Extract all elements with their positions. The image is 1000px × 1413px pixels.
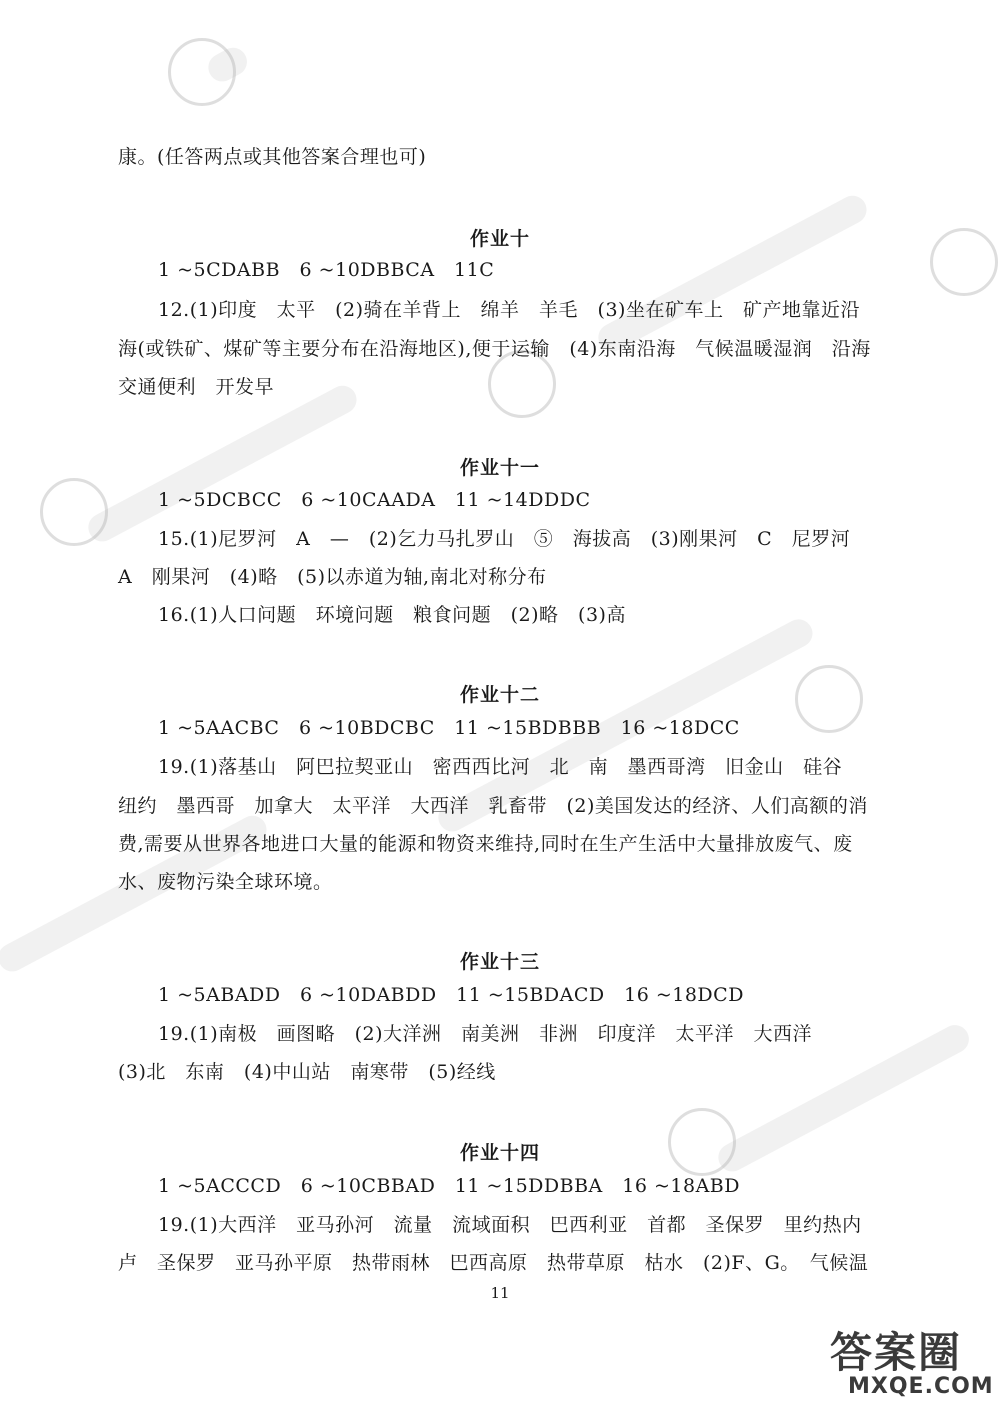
answer-line: 交通便利 开发早 <box>118 376 275 398</box>
answer-line: 19.(1)南极 画图略 (2)大洋洲 南美洲 非洲 印度洋 太平洋 大西洋 <box>158 1023 813 1045</box>
answer-line: 费,需要从世界各地进口大量的能源和物资来维持,同时在生产生活中大量排放废气、废 <box>118 833 853 855</box>
answer-line: 19.(1)大西洋 亚马孙河 流量 流域面积 巴西利亚 首都 圣保罗 里约热内 <box>158 1214 862 1236</box>
choice-answers: 1 ~5ACCCD 6 ~10CBBAD 11 ~15DDBBA 16 ~18ABD <box>158 1175 741 1197</box>
answer-line: 15.(1)尼罗河 A — (2)乞力马扎罗山 ⑤ 海拔高 (3)刚果河 C 尼罗河 <box>158 528 851 550</box>
section-title: 作业十四 <box>459 1142 540 1164</box>
answer-line: 海(或铁矿、煤矿等主要分布在沿海地区),便于运输 (4)东南沿海 气候温暖湿润 沿海 <box>118 338 871 360</box>
answer-line: 水、废物污染全球环境。 <box>118 871 333 893</box>
watermark-logo <box>826 1320 996 1408</box>
choice-answers: 1 ~5DCBCC 6 ~10CAADA 11 ~14DDDC <box>158 489 591 511</box>
section-title: 作业十 <box>469 228 530 250</box>
choice-answers: 1 ~5ABADD 6 ~10DABDD 11 ~15BDACD 16 ~18DCD <box>158 984 744 1006</box>
page-number: 11 <box>490 1284 510 1302</box>
logo-main-text: 答案圈 <box>830 1328 963 1377</box>
answer-line: 19.(1)落基山 阿巴拉契亚山 密西西比河 北 南 墨西哥湾 旧金山 硅谷 <box>158 756 843 778</box>
section-title: 作业十一 <box>459 457 540 479</box>
answer-line: 卢 圣保罗 亚马孙平原 热带雨林 巴西高原 热带草原 枯水 (2)F、G。 气候温 <box>118 1252 869 1274</box>
choice-answers: 1 ~5AACBC 6 ~10BDCBC 11 ~15BDBBB 16 ~18DCC <box>158 717 740 739</box>
answer-line: 12.(1)印度 太平 (2)骑在羊背上 绵羊 羊毛 (3)坐在矿车上 矿产地靠近沿 <box>158 299 860 321</box>
section-title: 作业十二 <box>459 684 540 706</box>
answer-line: 纽约 墨西哥 加拿大 太平洋 大西洋 乳畜带 (2)美国发达的经济、人们高额的消 <box>118 795 868 817</box>
intro-line: 康。(任答两点或其他答案合理也可) <box>118 146 427 168</box>
answer-line: 16.(1)人口问题 环境问题 粮食问题 (2)略 (3)高 <box>158 604 626 626</box>
answer-line: (3)北 东南 (4)中山站 南寒带 (5)经线 <box>118 1061 496 1083</box>
answer-line: A 刚果河 (4)略 (5)以赤道为轴,南北对称分布 <box>118 566 547 588</box>
choice-answers: 1 ~5CDABB 6 ~10DBBCA 11C <box>158 259 495 281</box>
logo-url-text: MXQE.COM <box>848 1374 994 1399</box>
section-title: 作业十三 <box>459 951 540 973</box>
